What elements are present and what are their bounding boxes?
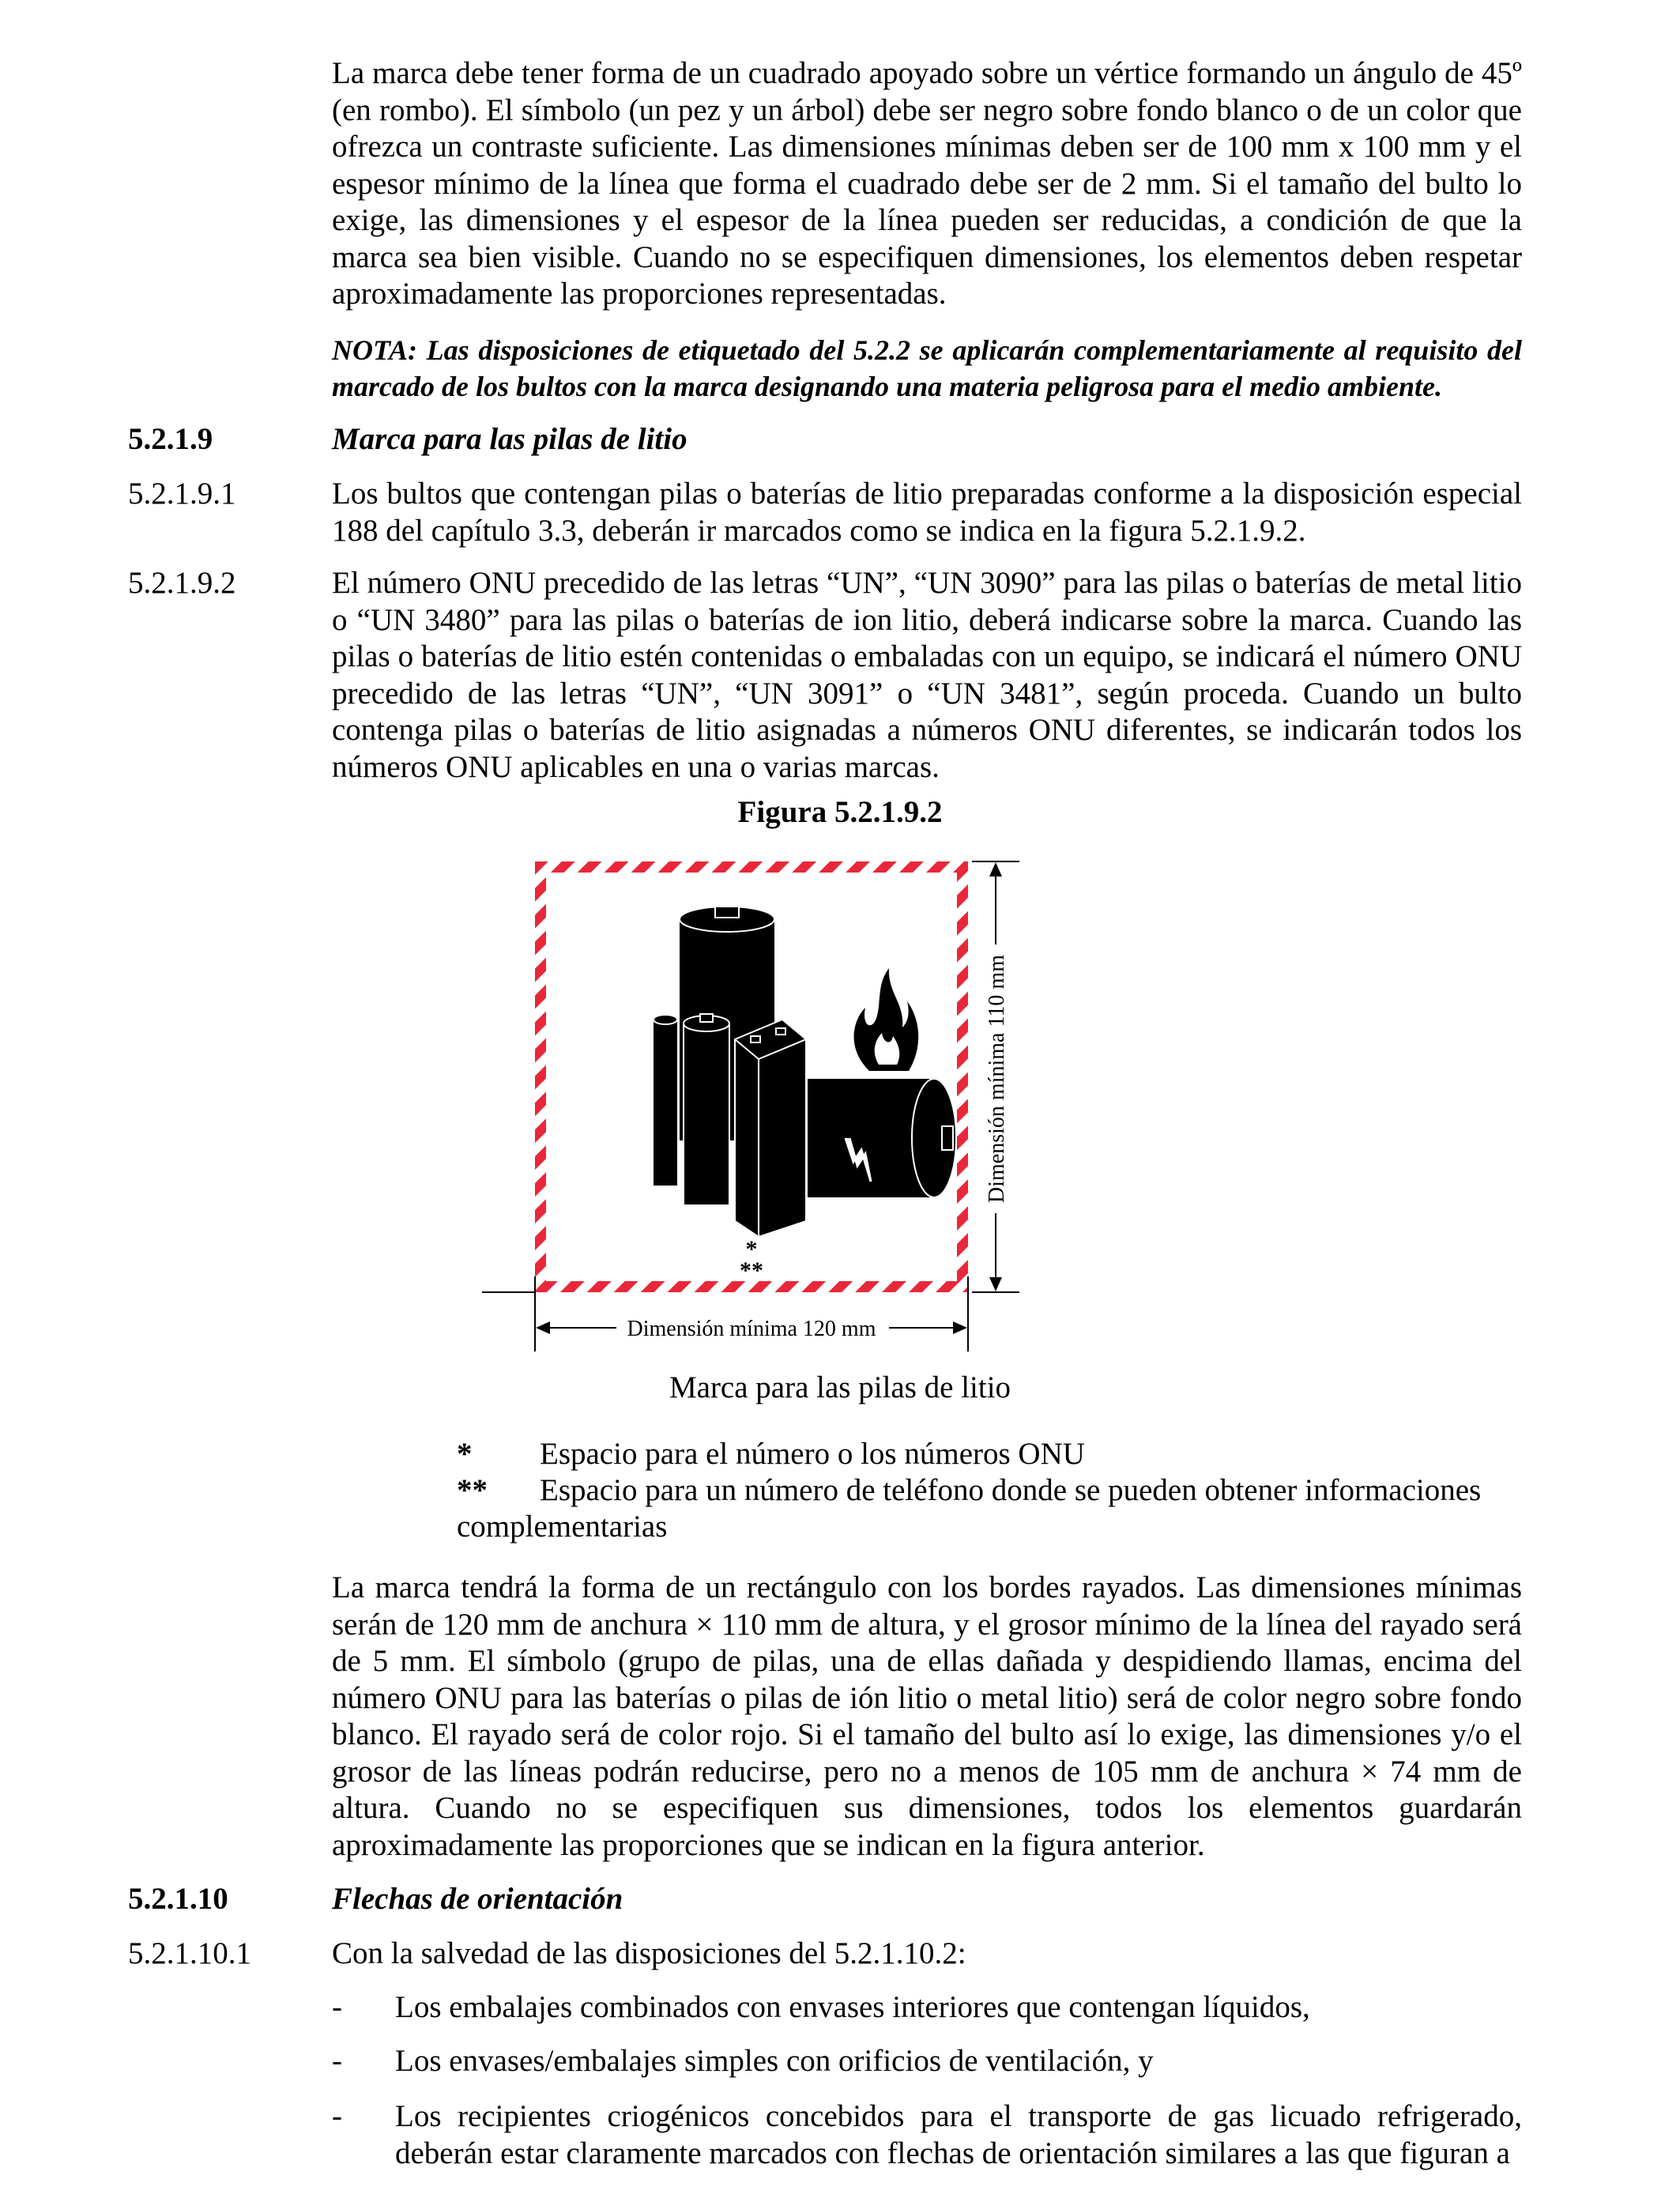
section-title-5-2-1-10: Flechas de orientación [332, 1882, 623, 1916]
section-text-5-2-1-10-1: Con la salvedad de las disposiciones del 5.2.1.10.2: [332, 1936, 966, 1970]
note-text-2: Espacio para un número de teléfono donde se pueden obtener informaciones [540, 1473, 1482, 1507]
section-number-5-2-1-9-2: 5.2.1.9.2 [128, 566, 236, 600]
bullet-dash-3: - [332, 2099, 342, 2133]
section-number-5-2-1-10: 5.2.1.10 [128, 1882, 228, 1916]
note-mark-1: * [457, 1437, 473, 1471]
section-number-5-2-1-9-1: 5.2.1.9.1 [128, 477, 236, 511]
intro-paragraph: La marca debe tener forma de un cuadrado apoyado sobre un vértice formando un ángulo de 45º (en rombo). El símbolo (un pez y un árbol) debe ser negro sobre fondo blanco o de un color que ofrezca un contraste suficiente. Las dimensiones mínimas deben ser de 100 mm x 100 mm y el espesor mínimo de la línea que forma el cuadrado debe ser de 2 mm. Si el tamaño del bulto lo exige, las dimensiones y el espesor de la línea pueden ser reducidas, a condición de que la marca sea bien visible. Cuando no se especifiquen dimensiones, los elementos deben respetar aproximadamente las proporciones representadas. [332, 56, 1522, 311]
figure-caption: Marca para las pilas de litio [669, 1370, 1011, 1404]
section-text-5-2-1-9-1: Los bultos que contengan pilas o baterías de litio preparadas conforme a la disposición especial 188 del capítulo 3.3, deberán ir marcados como se indica en la figura 5.2.1.9.2. [332, 477, 1522, 548]
section-text-5-2-1-9-2: El número ONU precedido de las letras “UN”, “UN 3090” para las pilas o baterías de metal litio o “UN 3480” para las pilas o baterías de ion litio, deberá indicarse sobre la marca. Cuando las pilas o baterías de litio estén contenidas o embaladas con un equipo, se indicará el número ONU precedido de las letras “UN”, “UN 3091” o “UN 3481”, según proceda. Cuando un bulto contenga pilas o baterías de litio asignadas a números ONU diferentes, se indicarán todos los números ONU aplicables en una o varias marcas. [332, 566, 1522, 784]
battery-group-icon [654, 907, 956, 1237]
note-text-1: Espacio para el número o los números ONU [540, 1437, 1085, 1471]
lithium-battery-mark-figure [466, 850, 1177, 1363]
note-mark-2: ** [457, 1473, 488, 1507]
bullet-dash-1: - [332, 1990, 342, 2024]
phone-number-placeholder: ** [740, 1257, 763, 1284]
bullet-text-3: Los recipientes criogénicos concebidos para el transporte de gas licuado refrigerado, deberán estar claramente marcados con flechas de orientación similares a las que figuran a [395, 2099, 1522, 2170]
section-number-5-2-1-9: 5.2.1.9 [128, 422, 213, 456]
width-dimension-label: Dimensión mínima 120 mm [627, 1317, 876, 1341]
bullet-text-2: Los envases/embalajes simples con orificios de ventilación, y [395, 2044, 1154, 2078]
section-number-5-2-1-10-1: 5.2.1.10.1 [128, 1936, 251, 1970]
height-dimension-label: Dimensión mínima 110 mm [985, 955, 1009, 1203]
figure-title: Figura 5.2.1.9.2 [737, 795, 943, 829]
bullet-text-1: Los embalajes combinados con envases interiores que contengan líquidos, [395, 1990, 1310, 2024]
un-number-placeholder: * [745, 1236, 758, 1262]
note-text-2-continuation: complementarias [457, 1510, 668, 1544]
bullet-dash-2: - [332, 2044, 342, 2078]
after-figure-paragraph: La marca tendrá la forma de un rectángulo con los bordes rayados. Las dimensiones mínimas serán de 120 mm de anchura × 110 mm de altura, y el grosor mínimo de la línea del rayado será de 5 mm. El símbolo (grupo de pilas, una de ellas dañada y despidiendo llamas, encima del número ONU para las baterías o pilas de ión litio o metal litio) será de color negro sobre fondo blanco. El rayado será de color rojo. Si el tamaño del bulto así lo exige, las dimensiones y/o el grosor de las líneas podrán reducirse, pero no a menos de 105 mm de anchura × 74 mm de altura. Cuando no se especifiquen sus dimensiones, todos los elementos guardarán aproximadamente las proporciones que se indican en la figura anterior. [332, 1570, 1522, 1862]
section-title-5-2-1-9: Marca para las pilas de litio [332, 422, 687, 456]
nota-paragraph: NOTA: Las disposiciones de etiquetado del 5.2.2 se aplicarán complementariamente al requisito del marcado de los bultos con la marca designando una materia peligrosa para el medio ambiente. [332, 334, 1522, 402]
flame-icon [854, 968, 919, 1071]
